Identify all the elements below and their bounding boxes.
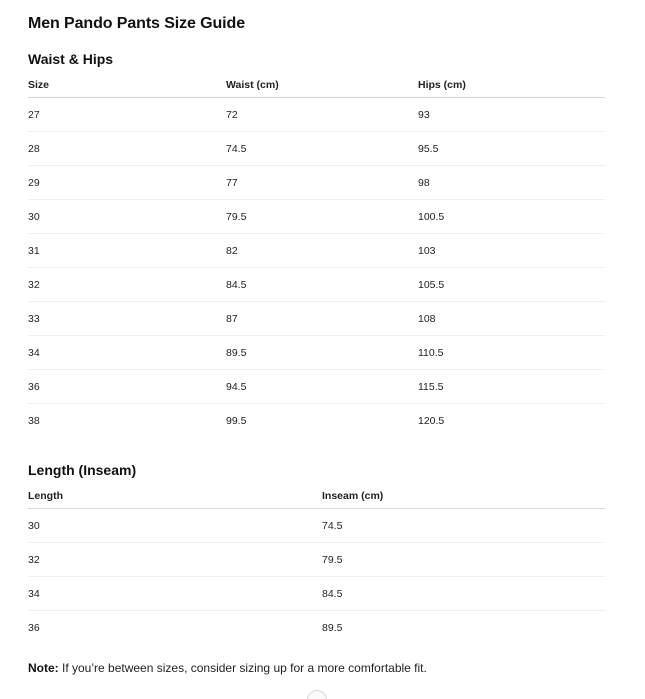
table-header-row bbox=[28, 484, 605, 509]
table-cell: 77 bbox=[226, 166, 418, 200]
table-row bbox=[28, 404, 605, 438]
sizing-note bbox=[28, 661, 427, 675]
table-cell: 100.5 bbox=[418, 200, 605, 234]
note-text: If you’re between sizes, consider sizing up for a more comfortable fit. bbox=[58, 661, 427, 675]
table-cell: 82 bbox=[226, 234, 418, 268]
table-row bbox=[28, 200, 605, 234]
table-cell: 34 bbox=[28, 577, 322, 611]
table-cell: 34 bbox=[28, 336, 226, 370]
table-cell: 87 bbox=[226, 302, 418, 336]
length-inseam-table bbox=[28, 484, 605, 644]
scroll-indicator[interactable] bbox=[307, 690, 327, 699]
table-cell: 84.5 bbox=[226, 268, 418, 302]
table-row bbox=[28, 509, 605, 543]
table-cell: 98 bbox=[418, 166, 605, 200]
table-cell: 93 bbox=[418, 98, 605, 132]
column-header-waist: Waist (cm) bbox=[226, 73, 418, 98]
table-cell: 27 bbox=[28, 98, 226, 132]
column-header-hips: Hips (cm) bbox=[418, 73, 605, 98]
length-inseam-heading: Length (Inseam) bbox=[28, 462, 137, 478]
table-cell: 32 bbox=[28, 543, 322, 577]
waist-hips-heading: Waist & Hips bbox=[28, 51, 114, 67]
table-row bbox=[28, 166, 605, 200]
column-header-inseam: Inseam (cm) bbox=[322, 484, 605, 509]
table-row bbox=[28, 234, 605, 268]
table-row bbox=[28, 302, 605, 336]
note-label: Note: bbox=[28, 661, 59, 675]
table-cell: 74.5 bbox=[322, 509, 605, 543]
table-cell: 105.5 bbox=[418, 268, 605, 302]
table-cell: 79.5 bbox=[322, 543, 605, 577]
table-cell: 29 bbox=[28, 166, 226, 200]
table-cell: 32 bbox=[28, 268, 226, 302]
table-cell: 38 bbox=[28, 414, 40, 427]
table-cell: 120.5 bbox=[418, 414, 445, 427]
table-row bbox=[28, 543, 605, 577]
table-cell: 110.5 bbox=[418, 336, 605, 370]
table-row bbox=[28, 98, 605, 132]
table-cell: 30 bbox=[28, 509, 322, 543]
table-cell: 94.5 bbox=[226, 370, 418, 404]
table-cell: 33 bbox=[28, 302, 226, 336]
table-cell: 30 bbox=[28, 200, 226, 234]
table-cell: 89.5 bbox=[322, 621, 343, 634]
table-cell: 115.5 bbox=[418, 370, 605, 404]
table-cell: 84.5 bbox=[322, 577, 605, 611]
table-row bbox=[28, 370, 605, 404]
table-header-row bbox=[28, 73, 605, 98]
page-title: Men Pando Pants Size Guide bbox=[28, 15, 245, 32]
table-row bbox=[28, 577, 605, 611]
table-cell: 36 bbox=[28, 370, 226, 404]
table-cell: 99.5 bbox=[226, 414, 247, 427]
waist-hips-table bbox=[28, 73, 605, 437]
table-cell: 36 bbox=[28, 621, 40, 634]
table-cell: 95.5 bbox=[418, 132, 605, 166]
table-cell: 89.5 bbox=[226, 336, 418, 370]
column-header-size: Size bbox=[28, 73, 226, 98]
table-cell: 103 bbox=[418, 234, 605, 268]
table-row bbox=[28, 132, 605, 166]
table-cell: 72 bbox=[226, 98, 418, 132]
column-header-length: Length bbox=[28, 484, 322, 509]
table-cell: 79.5 bbox=[226, 200, 418, 234]
table-row bbox=[28, 336, 605, 370]
table-cell: 74.5 bbox=[226, 132, 418, 166]
table-cell: 108 bbox=[418, 302, 605, 336]
table-cell: 28 bbox=[28, 132, 226, 166]
table-row bbox=[28, 268, 605, 302]
table-row bbox=[28, 611, 605, 645]
table-cell: 31 bbox=[28, 234, 226, 268]
